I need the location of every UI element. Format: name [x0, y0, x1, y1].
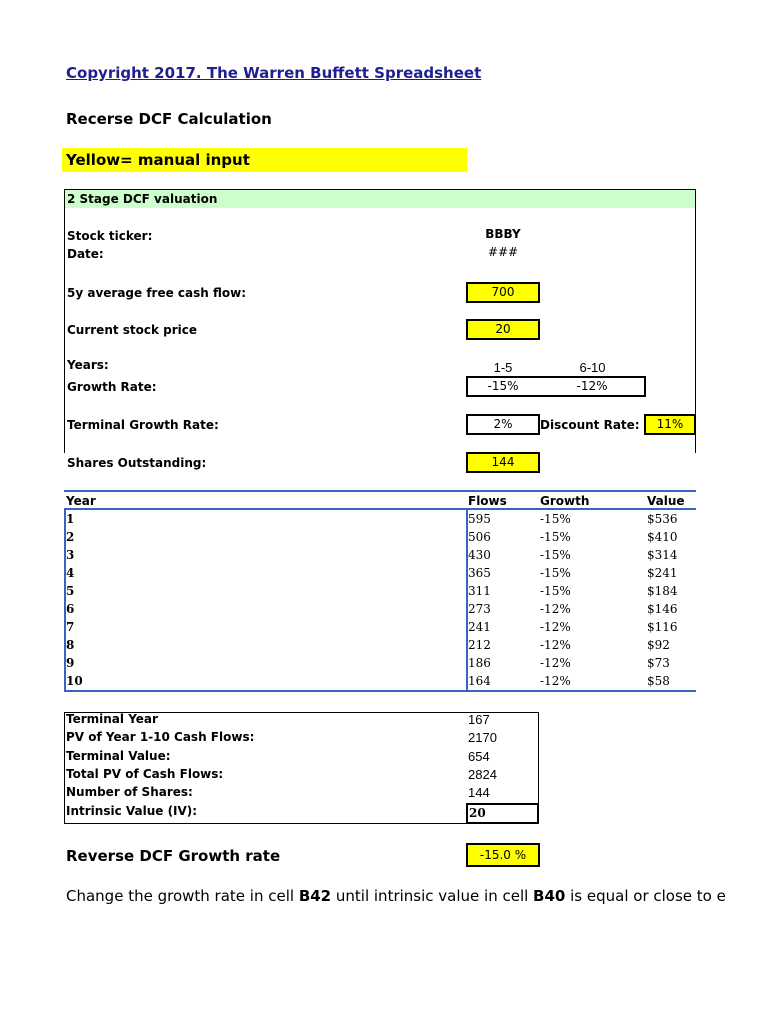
- year-cell: 10: [66, 674, 83, 688]
- price-input[interactable]: 20: [466, 319, 540, 340]
- table-header: [64, 490, 696, 510]
- table-row: [64, 564, 696, 582]
- growth-cell: -12%: [540, 602, 571, 616]
- ticker-value[interactable]: BBBY: [485, 227, 521, 241]
- flow-cell: 164: [468, 674, 491, 688]
- growth-rate-1[interactable]: -15%: [487, 379, 519, 393]
- fcf-label: 5y average free cash flow:: [67, 286, 247, 300]
- note-middle: until intrinsic value in cell: [331, 887, 534, 905]
- section-title: 2 Stage DCF valuation: [67, 192, 218, 206]
- flow-cell: 595: [468, 512, 491, 526]
- value-cell: $241: [647, 566, 678, 580]
- flow-cell: 212: [468, 638, 491, 652]
- date-value[interactable]: ###: [487, 245, 519, 259]
- total-pv-value[interactable]: 2824: [468, 767, 497, 782]
- instruction-note: [66, 887, 726, 905]
- value-cell: $536: [647, 512, 678, 526]
- growth-cell: -12%: [540, 620, 571, 634]
- table-row: [64, 546, 696, 564]
- growth-rate-2[interactable]: -12%: [576, 379, 608, 393]
- table-row: [64, 654, 696, 672]
- pv-flows-value[interactable]: 2170: [468, 730, 497, 745]
- col-flows: Flows: [468, 494, 507, 508]
- growth-cell: -15%: [540, 584, 571, 598]
- flow-cell: 186: [468, 656, 491, 670]
- growth-cell: -12%: [540, 638, 571, 652]
- terminal-value-value[interactable]: 654: [468, 749, 490, 764]
- table-row: [64, 672, 696, 690]
- table-row: [64, 636, 696, 654]
- value-cell: $146: [647, 602, 678, 616]
- year-cell: 6: [66, 602, 75, 616]
- intrinsic-value-label: Intrinsic Value (IV):: [66, 804, 198, 818]
- terminal-growth-input[interactable]: 2%: [466, 414, 540, 435]
- flow-cell: 365: [468, 566, 491, 580]
- year-cell: 4: [66, 566, 75, 580]
- table-row: [64, 582, 696, 600]
- note-prefix: Change the growth rate in cell: [66, 887, 299, 905]
- table-row: [64, 600, 696, 618]
- flow-cell: 430: [468, 548, 491, 562]
- table-row: [64, 510, 696, 528]
- value-cell: $314: [647, 548, 678, 562]
- intrinsic-value-cell[interactable]: 20: [466, 803, 539, 824]
- total-pv-label: Total PV of Cash Flows:: [66, 767, 224, 781]
- growth-label: Growth Rate:: [67, 380, 157, 394]
- years-6-10: 6-10: [579, 360, 606, 375]
- discount-rate-input[interactable]: 11%: [644, 414, 696, 435]
- reverse-dcf-growth-rate[interactable]: -15.0 %: [466, 843, 540, 867]
- col-growth: Growth: [540, 494, 590, 508]
- note-cell-b40: B40: [533, 887, 566, 905]
- valuation-frame: [64, 189, 696, 453]
- note-cell-b42: B42: [298, 887, 332, 905]
- growth-cell: -15%: [540, 512, 571, 526]
- value-cell: $410: [647, 530, 678, 544]
- flow-cell: 506: [468, 530, 491, 544]
- year-cell: 8: [66, 638, 75, 652]
- num-shares-value[interactable]: 144: [468, 785, 490, 800]
- flow-cell: 241: [468, 620, 491, 634]
- year-cell: 1: [66, 512, 75, 526]
- date-label: Date:: [67, 247, 104, 261]
- years-1-5: 1-5: [493, 360, 513, 375]
- flow-cell: 311: [468, 584, 491, 598]
- reverse-dcf-label: Reverse DCF Growth rate: [66, 847, 281, 865]
- input-legend: [62, 148, 467, 172]
- num-shares-label: Number of Shares:: [66, 785, 193, 799]
- year-cell: 3: [66, 548, 75, 562]
- terminal-growth-label: Terminal Growth Rate:: [67, 418, 219, 432]
- pv-flows-label: PV of Year 1-10 Cash Flows:: [66, 730, 255, 744]
- growth-cell: -12%: [540, 656, 571, 670]
- col-year: Year: [66, 494, 96, 508]
- value-cell: $184: [647, 584, 678, 598]
- page-title: Recerse DCF Calculation: [66, 110, 272, 128]
- terminal-year-label: Terminal Year: [66, 712, 158, 726]
- price-label: Current stock price: [67, 323, 198, 337]
- value-cell: $58: [647, 674, 670, 688]
- input-legend-label: Yellow= manual input: [66, 151, 250, 169]
- terminal-value-label: Terminal Value:: [66, 749, 171, 763]
- growth-cell: -15%: [540, 530, 571, 544]
- year-cell: 9: [66, 656, 75, 670]
- year-cell: 7: [66, 620, 75, 634]
- terminal-year-value[interactable]: 167: [468, 712, 490, 727]
- section-header: [65, 190, 695, 208]
- flow-cell: 273: [468, 602, 491, 616]
- growth-cell: -15%: [540, 548, 571, 562]
- shares-label: Shares Outstanding:: [67, 456, 207, 470]
- fcf-input[interactable]: 700: [466, 282, 540, 303]
- shares-input[interactable]: 144: [466, 452, 540, 473]
- value-cell: $92: [647, 638, 670, 652]
- discount-rate-label: Discount Rate:: [540, 418, 640, 432]
- col-value: Value: [647, 494, 685, 508]
- year-cell: 2: [66, 530, 75, 544]
- growth-cell: -12%: [540, 674, 571, 688]
- value-cell: $116: [647, 620, 678, 634]
- ticker-label: Stock ticker:: [67, 229, 153, 243]
- copyright-link[interactable]: Copyright 2017. The Warren Buffett Spreadsheet: [66, 64, 482, 82]
- growth-cell: -15%: [540, 566, 571, 580]
- value-cell: $73: [647, 656, 670, 670]
- table-row: [64, 618, 696, 636]
- year-cell: 5: [66, 584, 75, 598]
- note-suffix: is equal or close to e: [565, 887, 726, 905]
- years-label: Years:: [67, 358, 109, 372]
- table-row: [64, 528, 696, 546]
